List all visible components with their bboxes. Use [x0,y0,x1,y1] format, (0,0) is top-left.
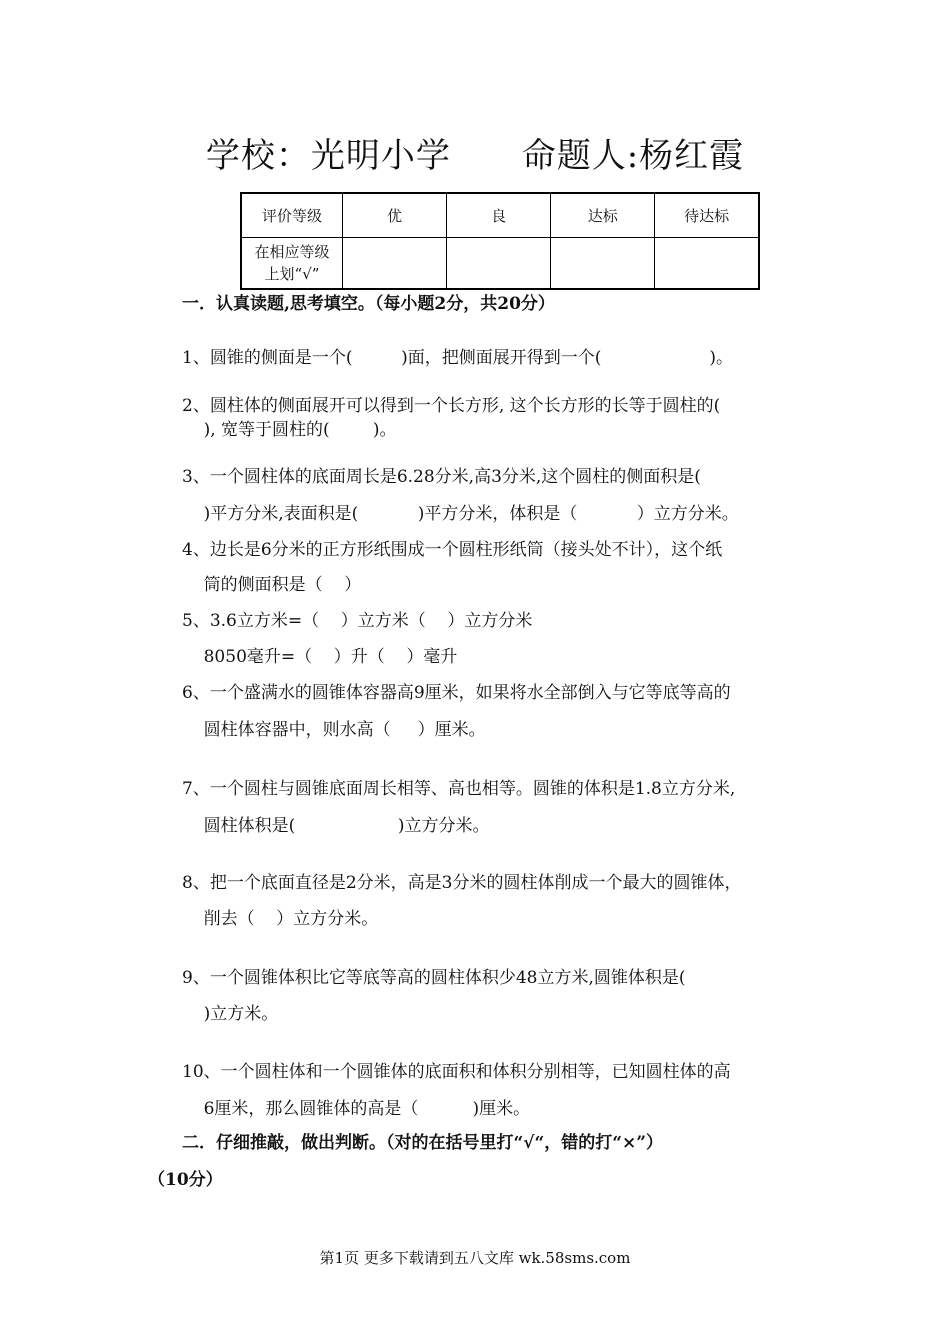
question-3-line-2: )平方分米,表面积是( )平方分米，体积是（ ）立方分米。 [182,504,739,524]
question-2-line-1: 2、圆柱体的侧面展开可以得到一个长方形, 这个长方形的长等于圆柱的( [182,396,721,416]
grade-table [240,192,760,290]
question-9-line-1: 9、一个圆锥体积比它等底等高的圆柱体积少48立方米,圆锥体积是( [182,968,686,988]
question-6-line-1: 6、一个盛满水的圆锥体容器高9厘米，如果将水全部倒入与它等底等高的 [182,683,731,703]
question-10-line-2: 6厘米，那么圆锥体的高是（ )厘米。 [182,1099,531,1119]
question-1-line-1: 1、圆锥的侧面是一个( )面，把侧面展开得到一个( )。 [182,348,734,368]
grade-mark-cell-needs-work [655,238,759,290]
page-title: 学校：光明小学 命题人:杨红霞 [205,136,745,176]
question-3-line-1: 3、一个圆柱体的底面周长是6.28分米,高3分米,这个圆柱的侧面积是( [182,467,701,487]
grade-header-good: 良 [447,193,551,238]
grade-header-needs-work: 待达标 [655,193,759,238]
question-9-line-2: )立方米。 [182,1004,279,1024]
question-8-line-1: 8、把一个底面直径是2分米，高是3分米的圆柱体削成一个最大的圆锥体， [182,873,742,893]
question-8-line-2: 削去（ ）立方分米。 [182,909,379,929]
section1-title: 一．认真读题,思考填空。（每小题2分，共20分） [182,294,555,314]
question-7-line-1: 7、一个圆柱与圆锥底面周长相等、高也相等。圆锥的体积是1.8立方分米, [182,779,736,799]
question-4-line-2: 筒的侧面积是（ ） [182,575,362,595]
grade-header-pass: 达标 [551,193,655,238]
grade-header-label: 评价等级 [241,193,343,238]
question-2-line-2: ), 宽等于圆柱的( )。 [182,420,397,440]
grade-mark-cell-excellent [343,238,447,290]
grade-mark-cell-good [447,238,551,290]
grade-mark-label-line1: 在相应等级 [254,243,330,261]
grade-mark-label [241,238,343,290]
grade-mark-cell-pass [551,238,655,290]
section2-score: （10分） [148,1170,223,1190]
grade-table-mark-row [241,238,759,290]
question-10-line-1: 10、一个圆柱体和一个圆锥体的底面积和体积分别相等，已知圆柱体的高 [182,1062,731,1082]
grade-table-header-row [241,193,759,238]
page-footer: 第1页 更多下载请到五八文库 wk.58sms.com [319,1249,631,1267]
question-6-line-2: 圆柱体容器中，则水高（ ）厘米。 [182,720,486,740]
grade-mark-label-line2: 上划“√” [264,265,320,283]
question-5-line-2: 8050毫升=（ ）升（ ）毫升 [182,647,458,667]
question-5-line-1: 5、3.6立方米=（ ）立方米（ ）立方分米 [182,611,533,631]
section2-title: 二．仔细推敲，做出判断。（对的在括号里打“√“，错的打“×”） [182,1133,664,1153]
question-4-line-1: 4、边长是6分米的正方形纸围成一个圆柱形纸筒（接头处不计），这个纸 [182,540,723,560]
grade-header-excellent: 优 [343,193,447,238]
question-7-line-2: 圆柱体积是( )立方分米。 [182,816,490,836]
